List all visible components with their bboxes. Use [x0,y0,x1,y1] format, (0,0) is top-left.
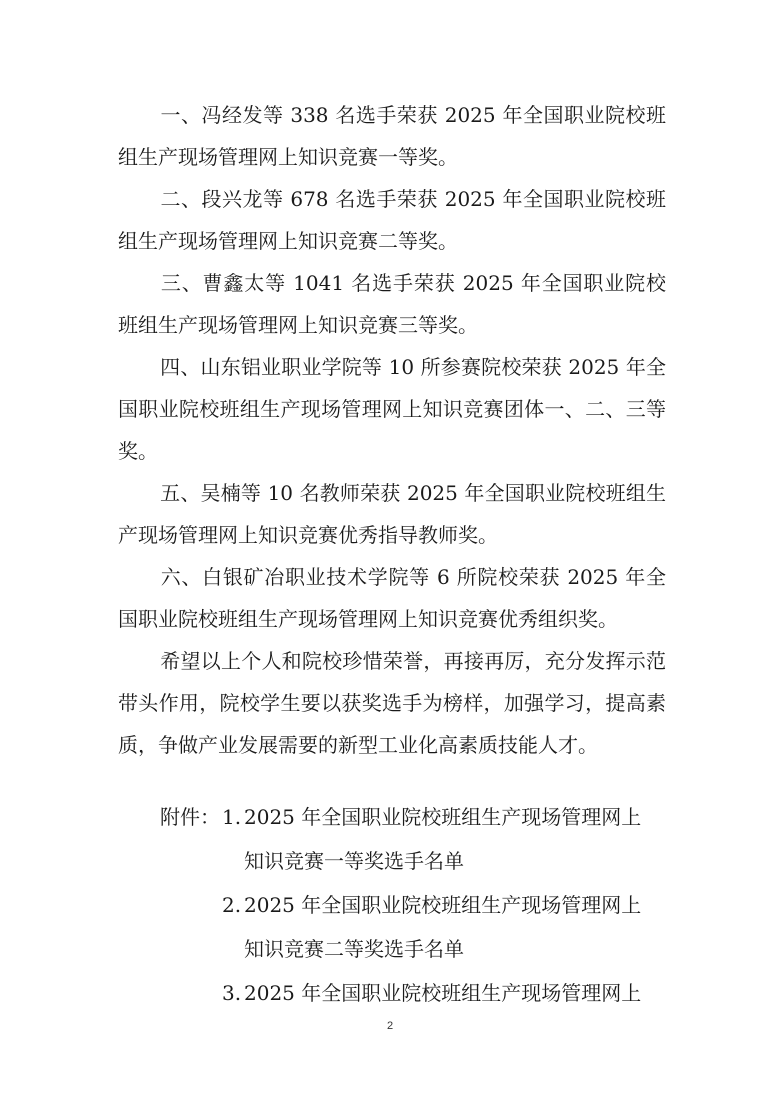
attachment-1-title: 2025 年全国职业院校班组生产现场管理网上 [244,805,642,829]
paragraph-team-prize: 四、山东铝业职业学院等 10 所参赛院校荣获 2025 年全国职业院校班组生产现场管理网上知识竞赛团体一、二、三等奖。 [118,355,666,463]
paragraph-second-prize: 二、段兴龙等 678 名选手荣获 2025 年全国职业院校班组生产现场管理网上知识竞赛二等奖。 [118,187,666,253]
attachment-2-title: 2025 年全国职业院校班组生产现场管理网上 [244,893,642,917]
attachments-label: 附件： [160,805,220,829]
attachment-3-title: 2025 年全国职业院校班组生产现场管理网上 [244,981,642,1005]
attachment-3-number: 3. [222,981,242,1005]
paragraph-closing: 希望以上个人和院校珍惜荣誉，再接再厉，充分发挥示范带头作用，院校学生要以获奖选手为榜样，加强学习，提高素质，争做产业发展需要的新型工业化高素质技能人才。 [118,649,666,757]
page-number: 2 [386,1020,394,1032]
paragraph-organization-award: 六、白银矿冶职业技术学院等 6 所院校荣获 2025 年全国职业院校班组生产现场管理网上知识竞赛优秀组织奖。 [118,565,666,631]
attachment-2-number: 2. [222,893,242,917]
attachment-1-title-cont: 知识竞赛一等奖选手名单 [244,849,464,873]
paragraph-teacher-award: 五、吴楠等 10 名教师荣获 2025 年全国职业院校班组生产现场管理网上知识竞赛优秀指导教师奖。 [118,481,666,547]
attachment-2-title-cont: 知识竞赛二等奖选手名单 [244,937,464,961]
paragraph-third-prize: 三、曹鑫太等 1041 名选手荣获 2025 年全国职业院校班组生产现场管理网上知识竞赛三等奖。 [118,271,666,337]
attachment-1-number: 1. [222,805,242,829]
paragraph-first-prize: 一、冯经发等 338 名选手荣获 2025 年全国职业院校班组生产现场管理网上知识竞赛一等奖。 [118,103,666,169]
